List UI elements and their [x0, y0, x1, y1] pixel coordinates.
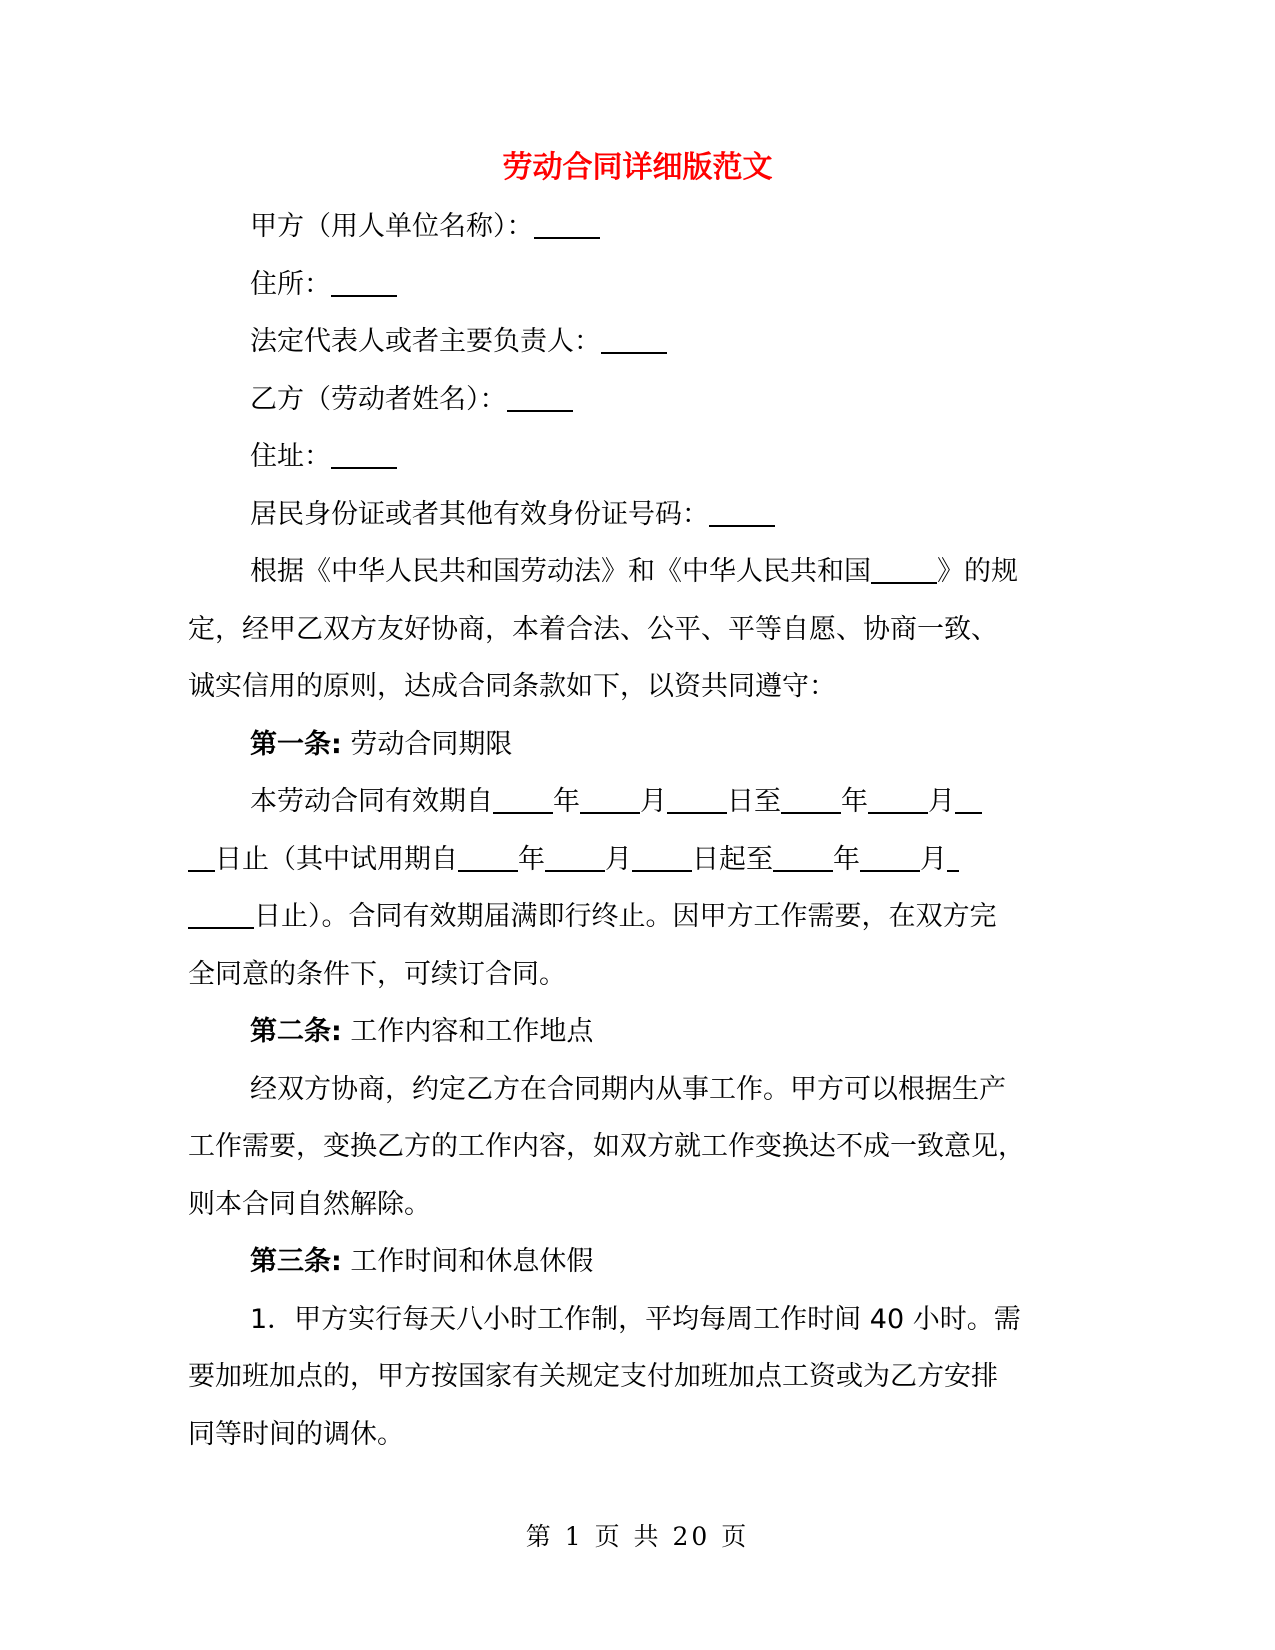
party-b-address-label: 住址：	[250, 441, 331, 472]
blank-field	[667, 785, 727, 814]
preamble-part1: 根据《中华人民共和国劳动法》和《中华人民共和国	[250, 556, 871, 587]
preamble-line-1	[188, 543, 1088, 601]
article-3-heading	[188, 1233, 1088, 1291]
day-stop-label: 日止（其中试用期自	[215, 843, 458, 875]
article-1-number: 第一条:	[250, 728, 342, 760]
party-b-id-line	[188, 486, 1088, 544]
year-label: 年	[518, 843, 545, 875]
document-title: 劳动合同详细版范文	[502, 150, 773, 185]
party-a-address-line	[188, 256, 1088, 314]
article-1-line-4: 全同意的条件下，可续订合同。	[188, 958, 566, 990]
blank-field	[773, 843, 833, 872]
article-2-line-3: 则本合同自然解除。	[188, 1188, 431, 1220]
article-3-line-1: 1．甲方实行每天八小时工作制，平均每周工作时间 40 小时。需	[250, 1303, 1021, 1335]
month-label: 月	[605, 843, 632, 875]
year-label: 年	[553, 786, 580, 817]
party-a-name-line	[188, 198, 1088, 256]
party-b-address-line	[188, 428, 1088, 486]
year-label: 年	[841, 786, 868, 817]
page-footer: 第 1 页 共 20 页	[525, 1522, 750, 1551]
article-1-line-3	[188, 888, 1088, 946]
blank-field	[188, 900, 254, 929]
article-1-line-2	[188, 831, 1088, 889]
blank-field	[955, 785, 982, 814]
article-2-number: 第二条:	[250, 1016, 342, 1047]
party-b-name-line	[188, 371, 1088, 429]
article-1-tail: 日止）。合同有效期届满即行终止。因甲方工作需要，在双方完	[254, 901, 997, 932]
article-2-heading	[188, 1003, 1088, 1061]
preamble-line-3: 诚实信用的原则，达成合同条款如下，以资共同遵守：	[188, 671, 836, 702]
article-2-title: 工作内容和工作地点	[341, 1016, 594, 1047]
year-label: 年	[833, 843, 860, 875]
article-3-title: 工作时间和休息休假	[341, 1246, 594, 1277]
article-1-title: 劳动合同期限	[341, 728, 513, 760]
blank-field	[580, 785, 640, 814]
blank-field	[545, 843, 605, 872]
blank-field	[458, 843, 518, 872]
preamble-line-2: 定，经甲乙双方友好协商，本着合法、公平、平等自愿、协商一致、	[188, 613, 998, 645]
article-2-line-1: 经双方协商，约定乙方在合同期内从事工作。甲方可以根据生产	[250, 1073, 1006, 1105]
blank-field	[871, 555, 937, 584]
blank-field	[709, 498, 775, 527]
blank-field	[534, 210, 600, 239]
party-b-name-label: 乙方（劳动者姓名）：	[250, 383, 507, 415]
month-label: 月	[640, 786, 667, 817]
day-from-to-label: 日起至	[692, 843, 773, 875]
blank-field	[868, 785, 928, 814]
article-1-heading	[188, 716, 1088, 774]
blank-field	[947, 843, 959, 872]
party-a-address-label: 住所：	[250, 268, 331, 300]
document-body	[188, 198, 1088, 1463]
article-2-line-2: 工作需要，变换乙方的工作内容，如双方就工作变换达不成一致意见，	[188, 1131, 1025, 1162]
day-to-label: 日至	[727, 786, 781, 817]
preamble-part2: 》的规	[937, 556, 1018, 587]
article-3-line-2: 要加班加点的，甲方按国家有关规定支付加班加点工资或为乙方安排	[188, 1361, 998, 1392]
article-3-line-3: 同等时间的调休。	[188, 1418, 404, 1450]
blank-field	[188, 843, 215, 872]
blank-field	[601, 325, 667, 354]
party-b-id-label: 居民身份证或者其他有效身份证号码：	[250, 498, 709, 530]
party-a-name-label: 甲方（用人单位名称）：	[250, 211, 534, 242]
blank-field	[632, 843, 692, 872]
blank-field	[507, 383, 573, 412]
blank-field	[493, 785, 553, 814]
party-a-rep-label: 法定代表人或者主要负责人：	[250, 326, 601, 357]
blank-field	[860, 843, 920, 872]
article-1-line-1	[188, 773, 1088, 831]
blank-field	[331, 440, 397, 469]
month-label: 月	[920, 843, 947, 875]
month-label: 月	[928, 786, 955, 817]
party-a-rep-line	[188, 313, 1088, 371]
blank-field	[331, 268, 397, 297]
article-3-number: 第三条:	[250, 1246, 342, 1277]
blank-field	[781, 785, 841, 814]
article-1-text: 本劳动合同有效期自	[250, 786, 493, 817]
